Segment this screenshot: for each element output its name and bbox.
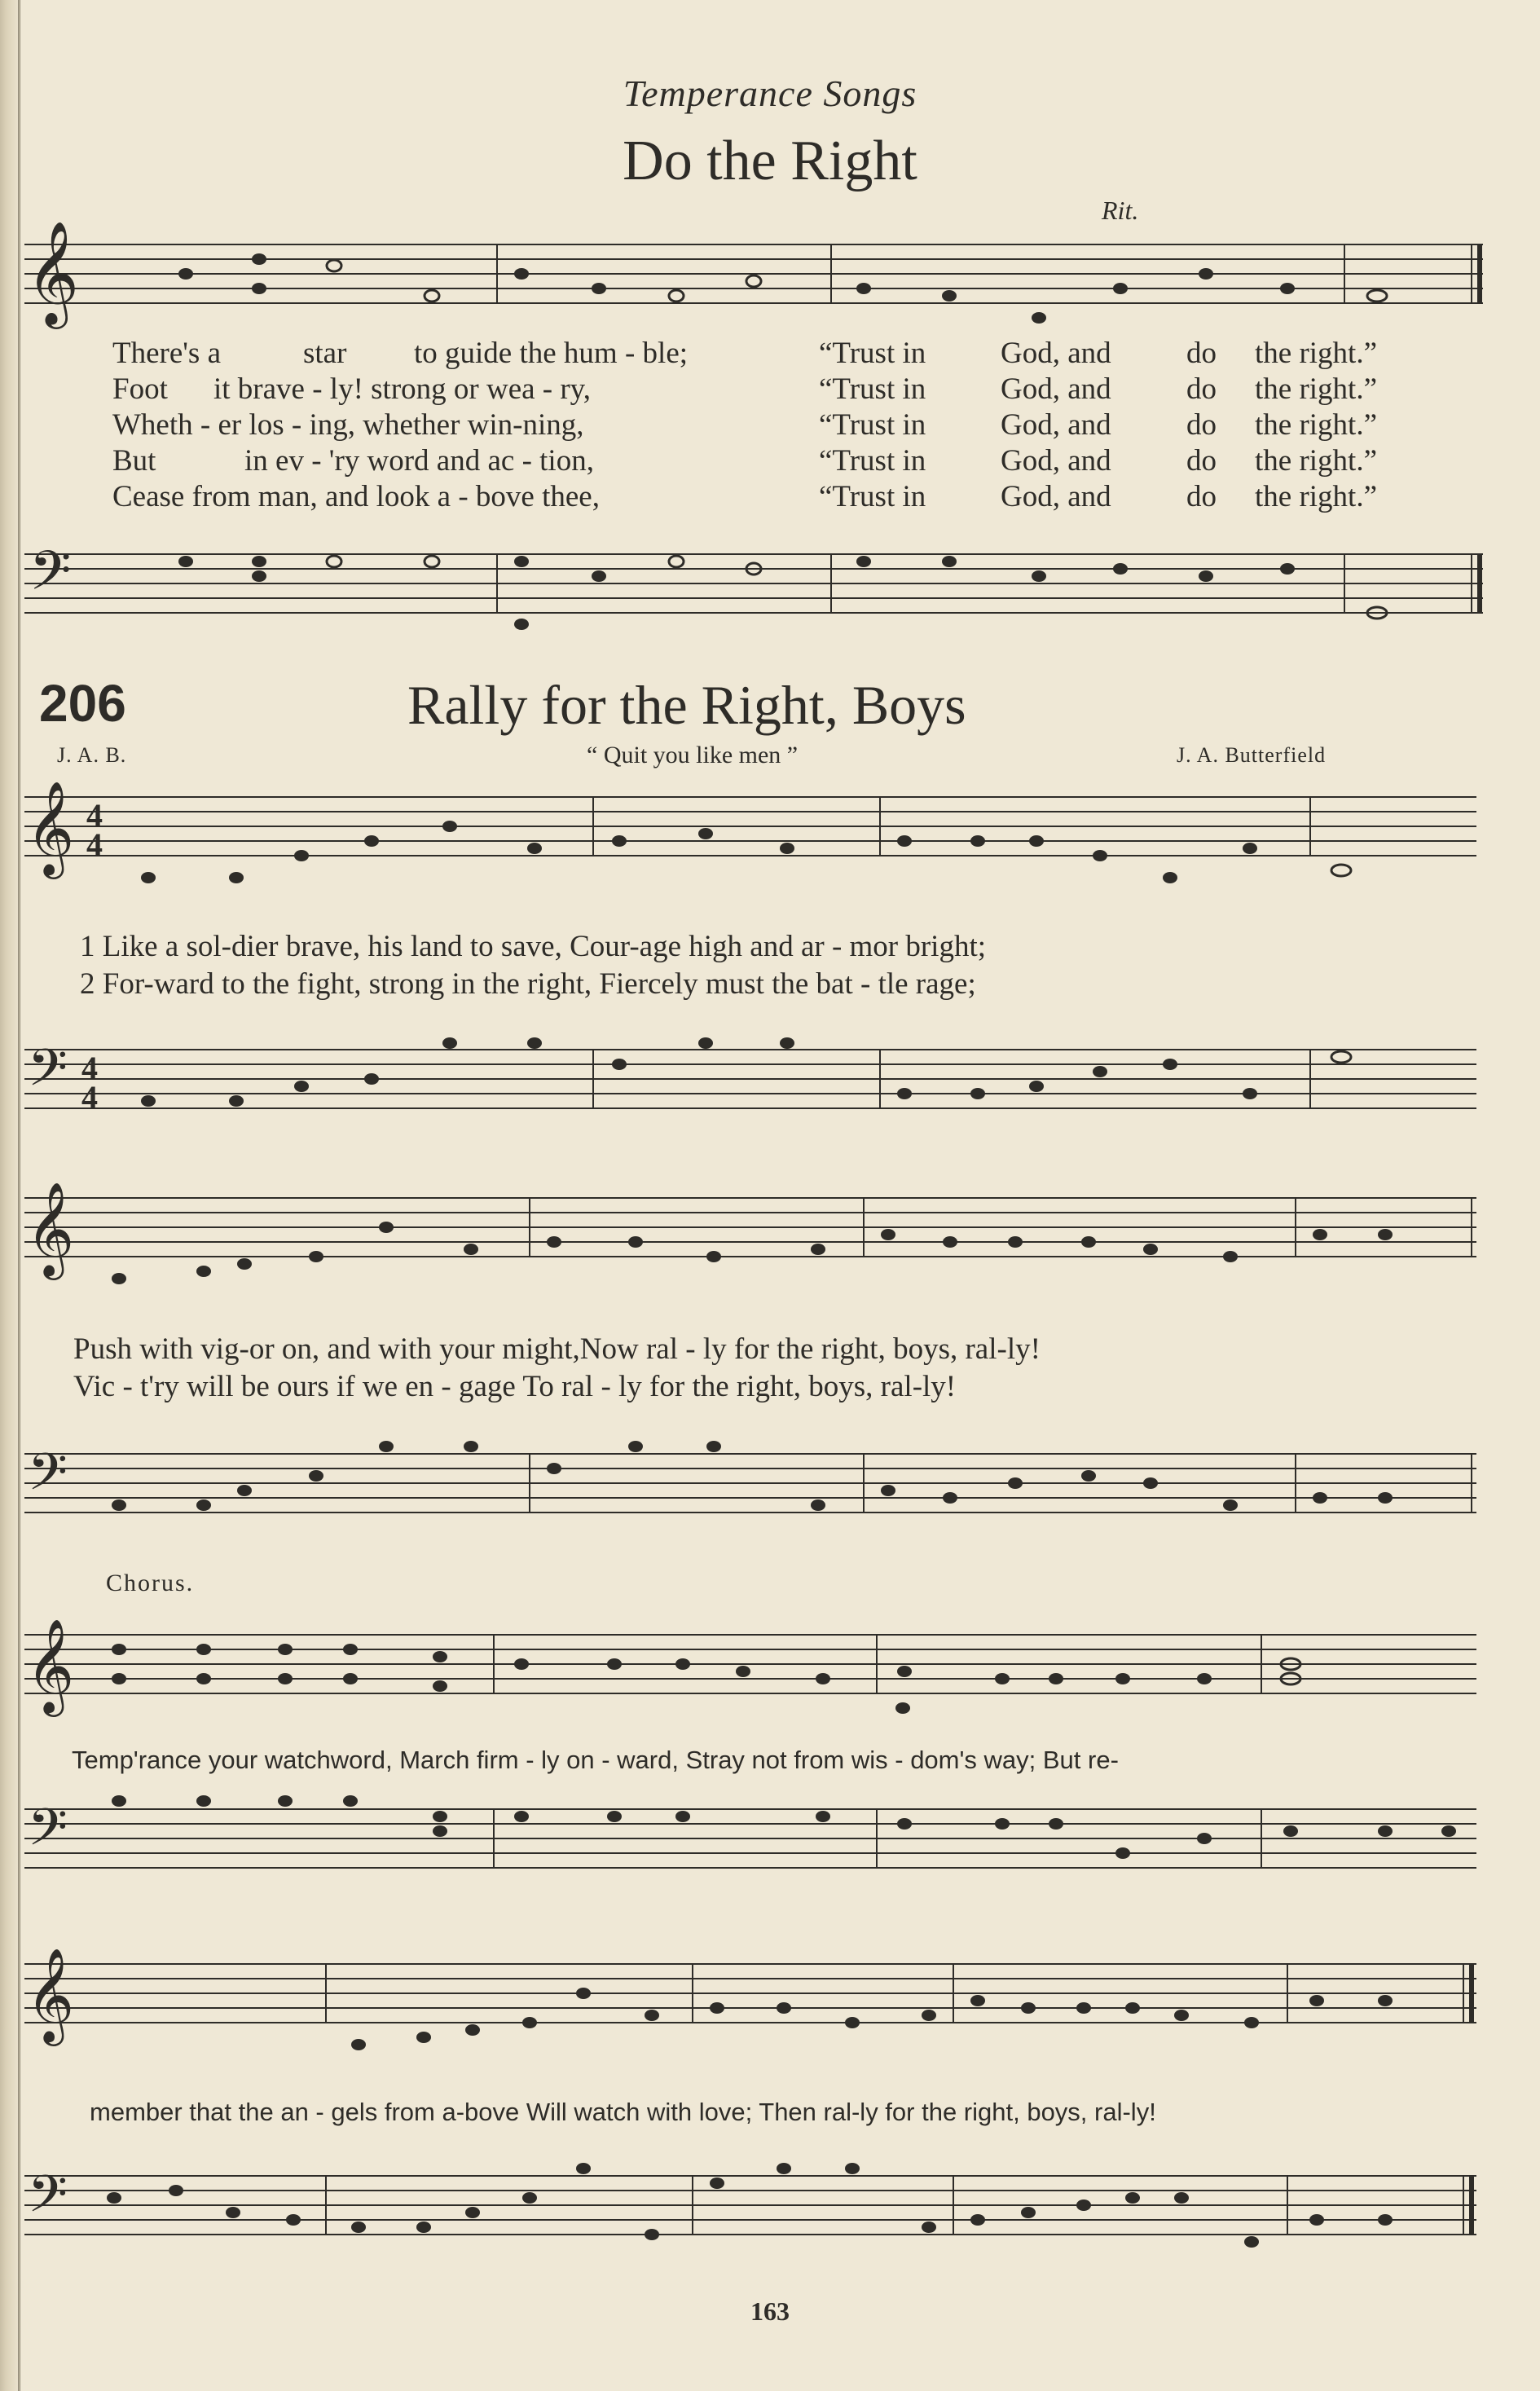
song1-verse-4-b: in ev - 'ry word and ac - tion, bbox=[244, 444, 594, 478]
song1-verse-3-g: the right.” bbox=[1255, 408, 1378, 442]
song1-verse-4-a: But bbox=[112, 444, 156, 478]
ritardando-mark: Rit. bbox=[1102, 196, 1139, 225]
song-title-rally: Rally for the Right, Boys bbox=[407, 674, 966, 736]
svg-text:4: 4 bbox=[86, 826, 103, 863]
song1-verse-2-a: Foot bbox=[112, 372, 168, 406]
staff-bass-chorus-line1 bbox=[0, 1777, 1540, 1915]
svg-text:4: 4 bbox=[81, 1050, 98, 1086]
staff-treble-song1 bbox=[0, 212, 1540, 342]
song1-verse-2-d: “Trust in bbox=[819, 372, 926, 406]
song1-verse-5-g: the right.” bbox=[1255, 480, 1378, 513]
song2-verse-line-2b: Vic - t'ry will be ours if we en - gage To ral - ly for the right, boys, ral-ly! bbox=[73, 1370, 957, 1403]
song1-verse-3-d: “Trust in bbox=[819, 408, 926, 442]
song1-verse-1-f: do bbox=[1186, 337, 1217, 370]
staff-treble-chorus-line1 bbox=[0, 1597, 1540, 1719]
song1-verse-1-e: God, and bbox=[1001, 337, 1111, 370]
song1-verse-5-f: do bbox=[1186, 480, 1217, 513]
staff-bass-chorus-line2 bbox=[0, 2135, 1540, 2282]
song1-verse-1-c: to guide the hum - ble; bbox=[414, 337, 689, 370]
song2-verse-line-1a: 1 Like a sol-dier brave, his land to save, Cour-age high and ar - mor bright; bbox=[80, 930, 987, 963]
music-credit: J. A. Butterfield bbox=[1177, 743, 1327, 767]
song1-verse-4-f: do bbox=[1186, 444, 1217, 478]
song2-verse-line-2a: 2 For-ward to the fight, strong in the right, Fiercely must the bat - tle rage; bbox=[80, 967, 976, 1001]
song2-verse-line-1b: Push with vig-or on, and with your might,Now ral - ly for the right, boys, ral-ly! bbox=[73, 1332, 1041, 1366]
svg-text:𝄢: 𝄢 bbox=[29, 543, 72, 614]
svg-text:𝄢: 𝄢 bbox=[28, 1800, 68, 1869]
song1-verse-4-d: “Trust in bbox=[819, 444, 926, 478]
staff-treble-song2-line1 bbox=[0, 774, 1540, 905]
staff-bass-song2-line2 bbox=[0, 1410, 1540, 1557]
song1-verse-2-b: it brave - ly! strong or wea - ry, bbox=[213, 372, 592, 406]
words-credit: J. A. B. bbox=[57, 743, 127, 767]
staff-bass-song2-line1 bbox=[0, 1011, 1540, 1149]
song1-verse-5-e: God, and bbox=[1001, 480, 1111, 513]
staff-bass-song1 bbox=[0, 522, 1540, 652]
svg-text:𝄢: 𝄢 bbox=[28, 1445, 68, 1513]
song1-verse-5-d: “Trust in bbox=[819, 480, 926, 513]
song1-verse-1-a: There's a bbox=[112, 337, 222, 370]
svg-text:𝄞: 𝄞 bbox=[26, 783, 75, 874]
chorus-lyric-line-1: Temp'rance your watchword, March firm - ly on - ward, Stray not from wis - dom's way; But re- bbox=[72, 1746, 1119, 1774]
song1-verse-2-g: the right.” bbox=[1255, 372, 1378, 406]
svg-text:𝄞: 𝄞 bbox=[26, 1621, 75, 1711]
song-motto: “ Quit you like men ” bbox=[587, 742, 799, 768]
running-head: Temperance Songs bbox=[623, 73, 917, 114]
svg-text:4: 4 bbox=[81, 1079, 98, 1116]
svg-text:𝄢: 𝄢 bbox=[28, 2167, 68, 2235]
song1-verse-5-a: Cease from man, and look a - bove thee, bbox=[112, 480, 600, 513]
svg-text:𝄞: 𝄞 bbox=[26, 1184, 75, 1275]
song1-verse-1-g: the right.” bbox=[1255, 337, 1378, 370]
song1-verse-1-d: “Trust in bbox=[819, 337, 926, 370]
chorus-label: Chorus. bbox=[106, 1570, 195, 1596]
hymn-number: 206 bbox=[39, 674, 126, 733]
svg-text:𝄞: 𝄞 bbox=[26, 1950, 75, 2041]
svg-text:𝄞: 𝄞 bbox=[26, 223, 80, 323]
staff-treble-song2-line2 bbox=[0, 1173, 1540, 1312]
page-number: 163 bbox=[750, 2296, 790, 2326]
song1-verse-3-f: do bbox=[1186, 408, 1217, 442]
svg-text:4: 4 bbox=[86, 797, 103, 834]
staff-treble-chorus-line2 bbox=[0, 1940, 1540, 2078]
song1-verse-3-a: Wheth - er los - ing, whether win-ning, bbox=[112, 408, 584, 442]
song1-verse-3-e: God, and bbox=[1001, 408, 1111, 442]
chorus-lyric-line-2: member that the an - gels from a-bove Will watch with love; Then ral-ly for the right, boys, ral-ly! bbox=[90, 2098, 1156, 2126]
song1-verse-1-b: star bbox=[303, 337, 347, 370]
song1-verse-4-g: the right.” bbox=[1255, 444, 1378, 478]
song-title-do-the-right: Do the Right bbox=[623, 130, 917, 192]
song1-verse-4-e: God, and bbox=[1001, 444, 1111, 478]
svg-text:𝄢: 𝄢 bbox=[28, 1041, 68, 1109]
song1-verse-2-e: God, and bbox=[1001, 372, 1111, 406]
song1-verse-2-f: do bbox=[1186, 372, 1217, 406]
